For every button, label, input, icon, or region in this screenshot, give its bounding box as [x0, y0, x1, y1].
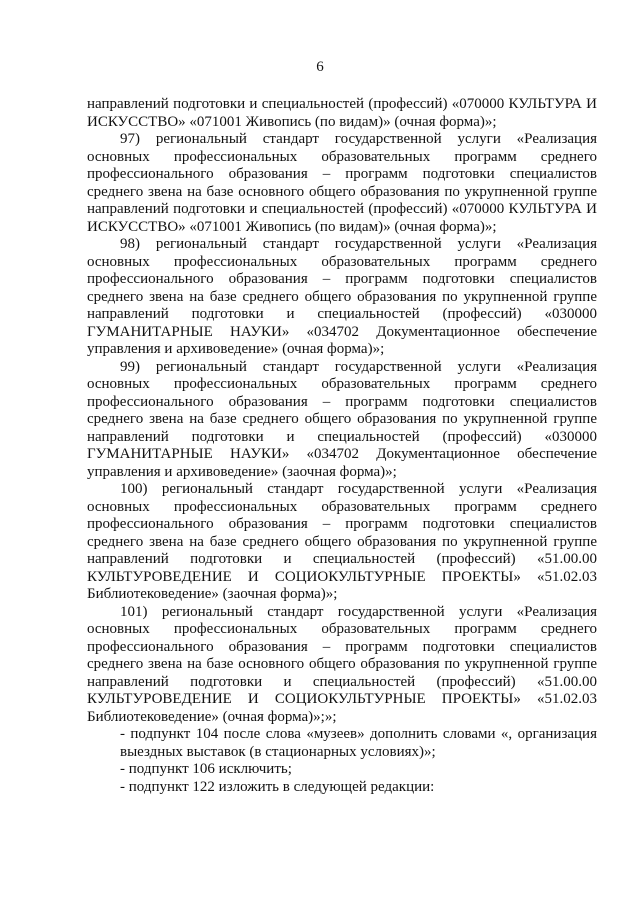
paragraph-continuation: направлений подготовки и специальностей (профессий) «070000 КУЛЬТУРА И ИСКУССТВО» «071001 Живопись (по видам)» (очная форма)»;	[87, 96, 597, 130]
page-number: 6	[316, 59, 324, 75]
document-body	[87, 96, 597, 796]
amendment-subitem-122: - подпункт 122 изложить в следующей редакции:	[120, 778, 435, 795]
paragraph-item-99: 99) региональный стандарт государственной услуги «Реализация основных профессиональных образовательных программ среднего профессионального образования – программ подготовки специалистов среднего звена на базе среднего общего образования по укрупненной группе направлений подготовки и специальностей (профессий) «030000 ГУМАНИТАРНЫЕ НАУКИ» «034702 Документационное обеспечение управления и архивоведение» (заочная форма)»;	[87, 358, 597, 480]
paragraph-item-98: 98) региональный стандарт государственной услуги «Реализация основных профессиональных образовательных программ среднего профессионального образования – программ подготовки специалистов среднего звена на базе среднего общего образования по укрупненной группе направлений подготовки и специальностей (профессий) «030000 ГУМАНИТАРНЫЕ НАУКИ» «034702 Документационное обеспечение управления и архивоведение» (очная форма)»;	[87, 236, 597, 357]
paragraph-item-101: 101) региональный стандарт государственной услуги «Реализация основных профессиональных образовательных программ среднего профессионального образования – программ подготовки специалистов среднего звена на базе основного общего образования по укрупненной группе направлений подготовки и специальностей (профессий) «51.00.00 КУЛЬТУРОВЕДЕНИЕ И СОЦИОКУЛЬТУРНЫЕ ПРОЕКТЫ» «51.02.03 Библиотековедение» (очная форма)»;»;	[87, 603, 597, 725]
amendment-subitem-104: - подпункт 104 после слова «музеев» дополнить словами «, организация выездных выставок (в стационарных условиях)»;	[120, 726, 597, 760]
amendment-subitem-106: - подпункт 106 исключить;	[120, 761, 292, 777]
paragraph-item-100: 100) региональный стандарт государственной услуги «Реализация основных профессиональных образовательных программ среднего профессионального образования – программ подготовки специалистов среднего звена на базе среднего общего образования по укрупненной группе направлений подготовки и специальностей (профессий) «51.00.00 КУЛЬТУРОВЕДЕНИЕ И СОЦИОКУЛЬТУРНЫЕ ПРОЕКТЫ» «51.02.03 Библиотековедение» (заочная форма)»;	[87, 481, 597, 602]
paragraph-item-97: 97) региональный стандарт государственной услуги «Реализация основных профессиональных образовательных программ среднего профессионального образования – программ подготовки специалистов среднего звена на базе основного общего образования по укрупненной группе направлений подготовки и специальностей (профессий) «070000 КУЛЬТУРА И ИСКУССТВО» «071001 Живопись (по видам)» (очная форма)»;	[87, 131, 597, 235]
